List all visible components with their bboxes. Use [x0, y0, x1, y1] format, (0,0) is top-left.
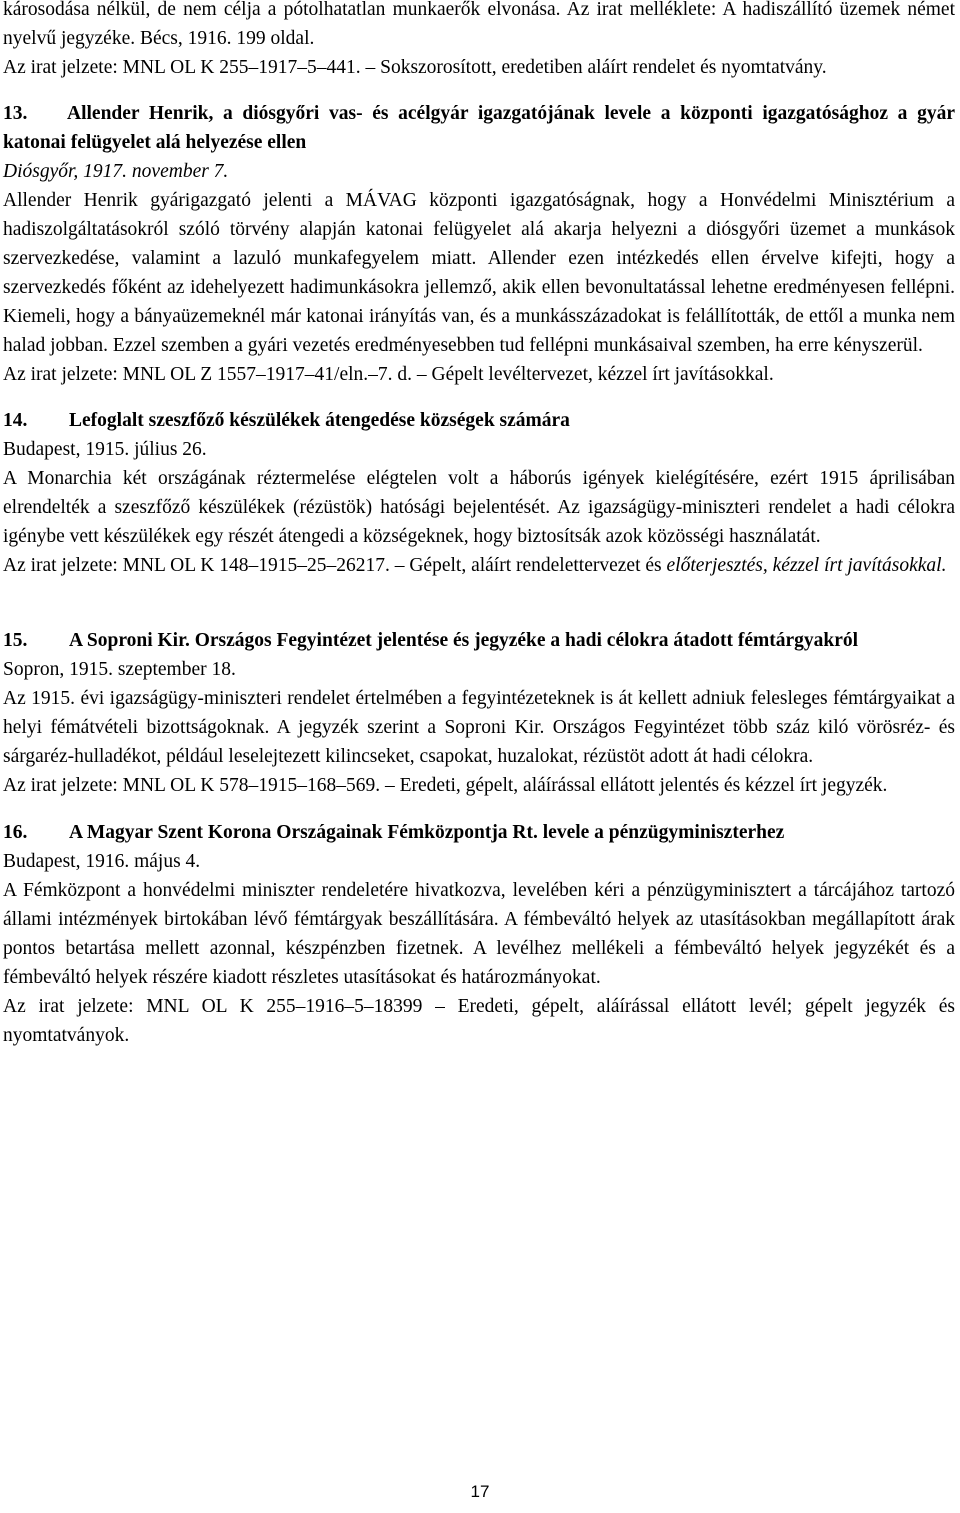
entry-signature: [3, 551, 955, 580]
entry-number: 15.: [3, 630, 28, 651]
entry-number: 14.: [3, 410, 28, 431]
entry-title: Lefoglalt szeszfőző készülékek átengedése községek számára: [69, 410, 570, 431]
entry-signature: Az irat jelzete: MNL OL K 255–1916–5–18399 – Eredeti, gépelt, aláírással ellátott levél; gépelt jegyzék és nyomtatványok.: [3, 996, 955, 1046]
entry-signature: Az irat jelzete: MNL OL Z 1557–1917–41/eln.–7. d. – Gépelt levéltervezet, kézzel írt javításokkal.: [3, 364, 774, 385]
spacer: [3, 389, 955, 406]
entry-signature-text: Az irat jelzete: MNL OL K 148–1915–25–26217. – Gépelt, aláírt rendelettervezet és: [3, 555, 667, 576]
intro-signature: Az irat jelzete: MNL OL K 255–1917–5–441. – Sokszorosított, eredetiben aláírt rendelet és nyomtatvány.: [3, 57, 827, 78]
entry-title: A Soproni Kir. Országos Fegyintézet jelentése és jegyzéke a hadi célokra átadott fémtárgyakról: [69, 630, 859, 651]
entry-heading: [3, 99, 955, 157]
entry-place-date: Sopron, 1915. szeptember 18.: [3, 659, 236, 680]
entry-16: [3, 818, 955, 1050]
entry-place-date: Budapest, 1916. május 4.: [3, 851, 201, 872]
entry-heading: [3, 818, 955, 847]
entry-number: 13.: [3, 103, 28, 124]
entry-body: Az 1915. évi igazságügy-miniszteri rendelet értelmében a fegyintézeteknek is át kellett adniuk felesleges fémtárgyaikat a helyi fémátvételi bizottságoknak. A jegyzék szerint a Soproni Kir. Országos Fegyintézet több száz kiló vörösréz- és sárgaréz-hulladékot, például leselejtezett kilincseket, csapokat, huzalokat, rézüstöt adott át hadi célokra.: [3, 688, 955, 767]
entry-title: Allender Henrik, a diósgyőri vas- és acélgyár igazgatójának levele a központi igazgatósághoz a gyár katonai felügyelet alá helyezése ellen: [3, 103, 955, 153]
entry-14: [3, 406, 955, 580]
intro-text: károsodása nélkül, de nem célja a pótolhatatlan munkaerők elvonása. Az irat melléklete: A hadiszállító üzemek német nyelvű jegyzéke. Bécs, 1916. 199 oldal.: [3, 0, 955, 49]
entry-place-date: Budapest, 1915. július 26.: [3, 439, 207, 460]
entry-place-date: Diósgyőr, 1917. november 7.: [3, 161, 229, 182]
entry-body: Allender Henrik gyárigazgató jelenti a MÁVAG központi igazgatóságnak, hogy a Honvédelmi Minisztérium a hadiszolgáltatásokról szóló törvény alapján katonai felügyelet alá akarja helyezni a diósgyőri üzemet a munkások szervezkedése, valamint a lazuló munkafegyelem miatt. Allender ezen intézkedés ellen érvelve kifejti, hogy a szervezkedés főként az idehelyezett hadimunkásokra jellemző, akik ellen bevonultatással lehetne eredményesen fellépni. Kiemeli, hogy a bányaüzemeknél már katonai irányítás van, és a munkásszázadokat is felállították, de ettől a munka nem halad jobban. Ezzel szemben a gyári vezetés eredményesebben tud fellépni munkásaival szemben, ha erre kényszerül.: [3, 190, 955, 356]
entry-13: [3, 99, 955, 389]
intro-section: [3, 0, 955, 82]
page-number: 17: [470, 1482, 490, 1501]
entry-title: A Magyar Szent Korona Országainak Fémközpontja Rt. levele a pénzügyminiszterhez: [69, 822, 785, 843]
entry-body: A Monarchia két országának réztermelése elégtelen volt a háborús igények kielégítésére, ezért 1915 áprilisában elrendelték a szeszfőző készülékek (rézüstök) hatósági bejelentését. Az igazságügy-miniszteri rendelet a hadi célokra igénybe vett készülékek egy részét átengedi a községeknek, hogy biztosítsák azok közösségi használatát.: [3, 468, 955, 547]
document-page: [3, 0, 955, 1050]
entry-body: A Fémközpont a honvédelmi miniszter rendeletére hivatkozva, levelében kéri a pénzügyminisztert a tárcájához tartozó állami intézmények birtokában lévő fémtárgyak beszállítására. A fémbeváltó helyek az utasításokban megállapított árak pontos betartása mellett azonnal, készpénzben fizetnek. A levélhez mellékeli a fémbeváltó helyek jegyzékét és a fémbeváltó helyek részére kiadott részletes utasításokat és határozmányokat.: [3, 880, 955, 988]
entry-heading: [3, 406, 955, 435]
entry-signature: Az irat jelzete: MNL OL K 578–1915–168–569. – Eredeti, gépelt, aláírással ellátott jelentés és kézzel írt jegyzék.: [3, 775, 888, 796]
spacer: [3, 800, 955, 818]
entry-heading: [3, 626, 955, 655]
spacer: [3, 82, 955, 99]
entry-number: 16.: [3, 822, 28, 843]
entry-15: [3, 626, 955, 800]
entry-signature-italic: előterjesztés, kézzel írt javításokkal.: [666, 555, 947, 576]
spacer: [3, 580, 955, 626]
